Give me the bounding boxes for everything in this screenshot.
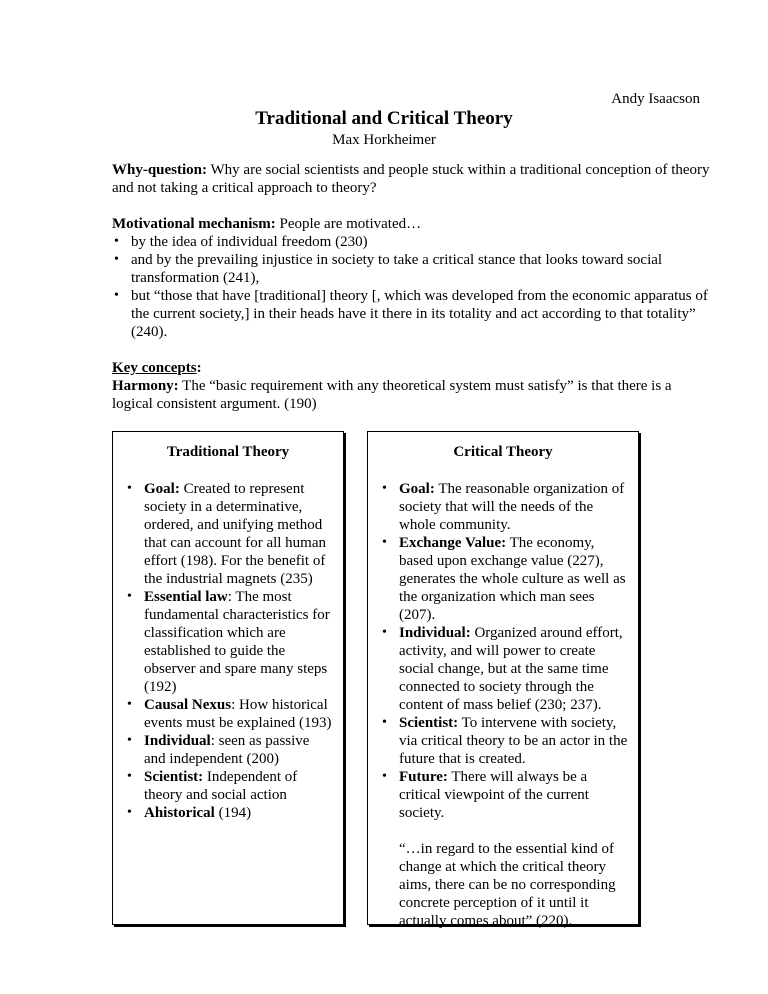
item-text: Independent of theory and social action bbox=[144, 769, 298, 803]
document-subtitle: Max Horkheimer bbox=[332, 132, 436, 148]
list-item bbox=[125, 804, 333, 822]
harmony-paragraph bbox=[112, 377, 712, 413]
document-title: Traditional and Critical Theory bbox=[255, 108, 513, 129]
list-item: • but “those that have [traditional] theory [, which was developed from the economic apparatus of the current society,] in their heads have it there in its totality and act according to that totality” (240). bbox=[112, 287, 712, 341]
list-item: • and by the prevailing injustice in society to take a critical stance that looks toward social transformation (241), bbox=[112, 251, 712, 287]
item-text: Organized around effort, activity, and will power to create social change, but at the same time connected to society through the content of mass belief (230; 237). bbox=[399, 625, 623, 713]
item-label: Essential law bbox=[144, 589, 228, 605]
harmony-label: Harmony: bbox=[112, 378, 179, 394]
item-label: Individual bbox=[144, 733, 211, 749]
motivational-intro: People are motivated… bbox=[275, 216, 422, 232]
list-item bbox=[380, 624, 628, 714]
item-label: Individual: bbox=[399, 625, 471, 641]
key-concepts-colon: : bbox=[196, 360, 202, 376]
item-text: : How historical events must be explained (193) bbox=[144, 697, 332, 731]
list-item bbox=[380, 714, 628, 768]
item-text: To intervene with society, via critical theory to be an actor in the future that is created. bbox=[399, 715, 628, 767]
item-label: Scientist: bbox=[399, 715, 459, 731]
motivational-label: Motivational mechanism: bbox=[112, 216, 276, 232]
key-concepts-heading-line bbox=[112, 359, 712, 377]
key-concepts-heading: Key concepts bbox=[112, 360, 197, 376]
item-label: Scientist: bbox=[144, 769, 204, 785]
motivational-mechanism-section bbox=[112, 215, 712, 341]
motivational-list bbox=[112, 233, 712, 341]
item-text: (194) bbox=[214, 805, 252, 821]
item-label: Causal Nexus bbox=[144, 697, 232, 713]
item-label: Goal: bbox=[144, 481, 180, 497]
list-item bbox=[380, 534, 628, 624]
item-label: Ahistorical bbox=[144, 805, 215, 821]
critical-theory-box bbox=[367, 431, 639, 929]
traditional-theory-list bbox=[113, 480, 343, 822]
why-question-label: Why-question: bbox=[112, 162, 208, 178]
list-item bbox=[125, 732, 333, 768]
item-text: The economy, based upon exchange value (227), generates the whole culture as well as the organization which man sees (207). bbox=[399, 535, 626, 623]
harmony-text: The “basic requirement with any theoretical system must satisfy” is that there is a logical consistent argument. (190) bbox=[112, 378, 672, 412]
item-label: Future: bbox=[399, 769, 448, 785]
list-item bbox=[125, 588, 333, 696]
critical-theory-title: Critical Theory bbox=[453, 444, 553, 460]
item-text: Created to represent society in a determinative, ordered, and unifying method that can account for all human effort (198). For the benefit of the industrial magnets (235) bbox=[144, 481, 327, 587]
traditional-theory-title: Traditional Theory bbox=[166, 444, 290, 460]
list-item bbox=[125, 480, 333, 588]
item-text: There will always be a critical viewpoint of the current society. bbox=[399, 769, 589, 821]
why-question-paragraph bbox=[112, 161, 712, 197]
item-label: Exchange Value: bbox=[399, 535, 507, 551]
author-name: Andy Isaacson bbox=[611, 91, 700, 107]
list-item bbox=[380, 480, 628, 534]
key-concepts-section bbox=[112, 359, 712, 413]
motivational-intro-line bbox=[112, 215, 712, 233]
item-text: The reasonable organization of society that will the needs of the whole community. bbox=[399, 481, 625, 533]
list-item: • by the idea of individual freedom (230) bbox=[112, 233, 712, 251]
list-item bbox=[125, 768, 333, 804]
critical-theory-quote: “…in regard to the essential kind of change at which the critical theory aims, there can be no corresponding concrete perception of it until it actually comes about” (220). bbox=[399, 841, 616, 929]
item-label: Goal: bbox=[399, 481, 435, 497]
item-text: : seen as passive and independent (200) bbox=[144, 733, 310, 767]
why-question-text: Why are social scientists and people stuck within a traditional conception of theory and not taking a critical approach to theory? bbox=[112, 162, 710, 196]
traditional-theory-box bbox=[112, 431, 344, 925]
item-text: : The most fundamental characteristics for classification which are established to guide the observer and spare many steps (192) bbox=[144, 589, 330, 695]
critical-theory-list bbox=[368, 480, 638, 822]
list-item bbox=[380, 768, 628, 822]
list-item bbox=[125, 696, 333, 732]
